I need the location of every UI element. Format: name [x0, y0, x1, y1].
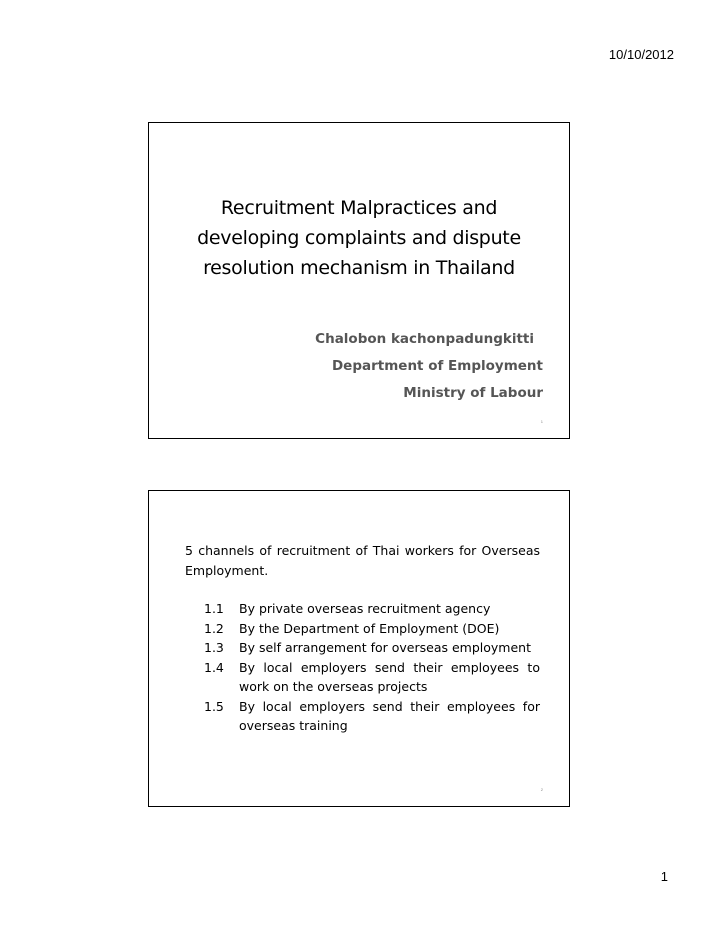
slide-content: [185, 541, 540, 736]
author-ministry: Ministry of Labour: [403, 385, 543, 401]
item-text: By local employers send their employees to work on the overseas projects: [239, 659, 540, 694]
page-number: 1: [660, 869, 668, 884]
slide-number: 2: [540, 787, 543, 792]
title-line: Recruitment Malpractices and: [220, 197, 498, 219]
item-number: 1.2: [204, 620, 224, 636]
slide-title: [169, 193, 549, 283]
item-number: 1.1: [204, 601, 224, 616]
channel-list: [185, 599, 540, 736]
item-number: 1.3: [204, 640, 224, 655]
list-item: [185, 697, 540, 736]
author-name: Chalobon kachonpadungkitti: [315, 331, 534, 347]
list-item: [185, 638, 540, 658]
slide-number: 1: [540, 419, 543, 424]
item-text: By local employers send their employees for overseas training: [239, 698, 540, 733]
author-block: [315, 326, 543, 407]
intro-paragraph: 5 channels of recruitment of Thai workers for Overseas Employment.: [185, 543, 540, 578]
list-item: [185, 658, 540, 697]
slide-1: [148, 122, 570, 439]
item-text: By the Department of Employment (DOE): [239, 620, 500, 636]
item-number: 1.4: [204, 659, 224, 675]
page-date: 10/10/2012: [608, 47, 674, 62]
item-number: 1.5: [204, 698, 224, 714]
slide-2: [148, 490, 570, 807]
item-text: By private overseas recruitment agency: [239, 601, 491, 616]
author-department: Department of Employment: [331, 358, 543, 374]
list-item: [185, 599, 540, 619]
item-text: By self arrangement for overseas employment: [239, 640, 531, 655]
list-item: [185, 619, 540, 639]
title-line: resolution mechanism in Thailand: [203, 257, 515, 279]
title-line: developing complaints and dispute: [197, 227, 521, 249]
